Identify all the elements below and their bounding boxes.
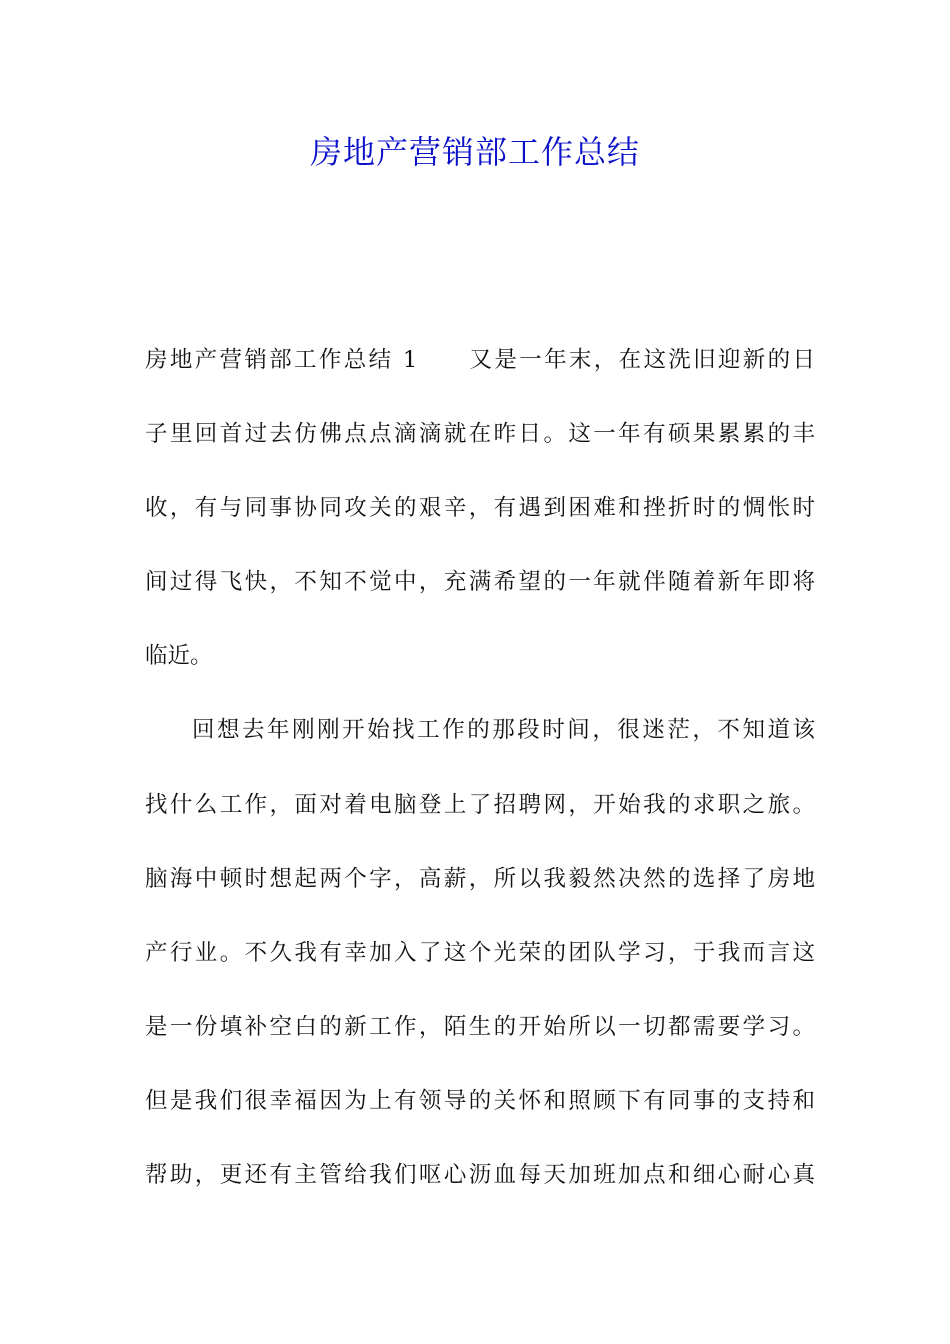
text-line: 临近。 <box>145 643 213 670</box>
text-line: 间过得飞快，不知不觉中，充满希望的一年就伴随着新年即将 <box>145 569 815 596</box>
text-line: 收，有与同事协同攻关的艰辛，有遇到困难和挫折时的惆怅时 <box>145 495 815 522</box>
text-line: 但是我们很幸福因为上有领导的关怀和照顾下有同事的支持和 <box>145 1087 815 1114</box>
text-line: 是一份填补空白的新工作，陌生的开始所以一切都需要学习。 <box>145 1013 815 1040</box>
text-line: 回想去年刚刚开始找工作的那段时间，很迷茫，不知道该 <box>192 717 815 744</box>
text-line: 子里回首过去仿佛点点滴滴就在昨日。这一年有硕果累累的丰 <box>145 421 815 448</box>
document-body <box>145 336 815 1225</box>
text-line: 帮助，更还有主管给我们呕心沥血每天加班加点和细心耐心真 <box>145 1162 815 1189</box>
document-title: 房地产营销部工作总结 <box>309 133 640 171</box>
text-line: 找什么工作，面对着电脑登上了招聘网，开始我的求职之旅。 <box>145 791 815 818</box>
text-line: 产行业。不久我有幸加入了这个光荣的团队学习，于我而言这 <box>145 939 815 966</box>
text-line <box>145 336 815 410</box>
section-heading: 房地产营销部工作总结 1 <box>145 347 418 373</box>
text-line: 脑海中顿时想起两个字，高薪，所以我毅然决然的选择了房地 <box>145 865 815 892</box>
text-line-content: 又是一年末，在这洗旧迎新的日 <box>467 347 815 373</box>
